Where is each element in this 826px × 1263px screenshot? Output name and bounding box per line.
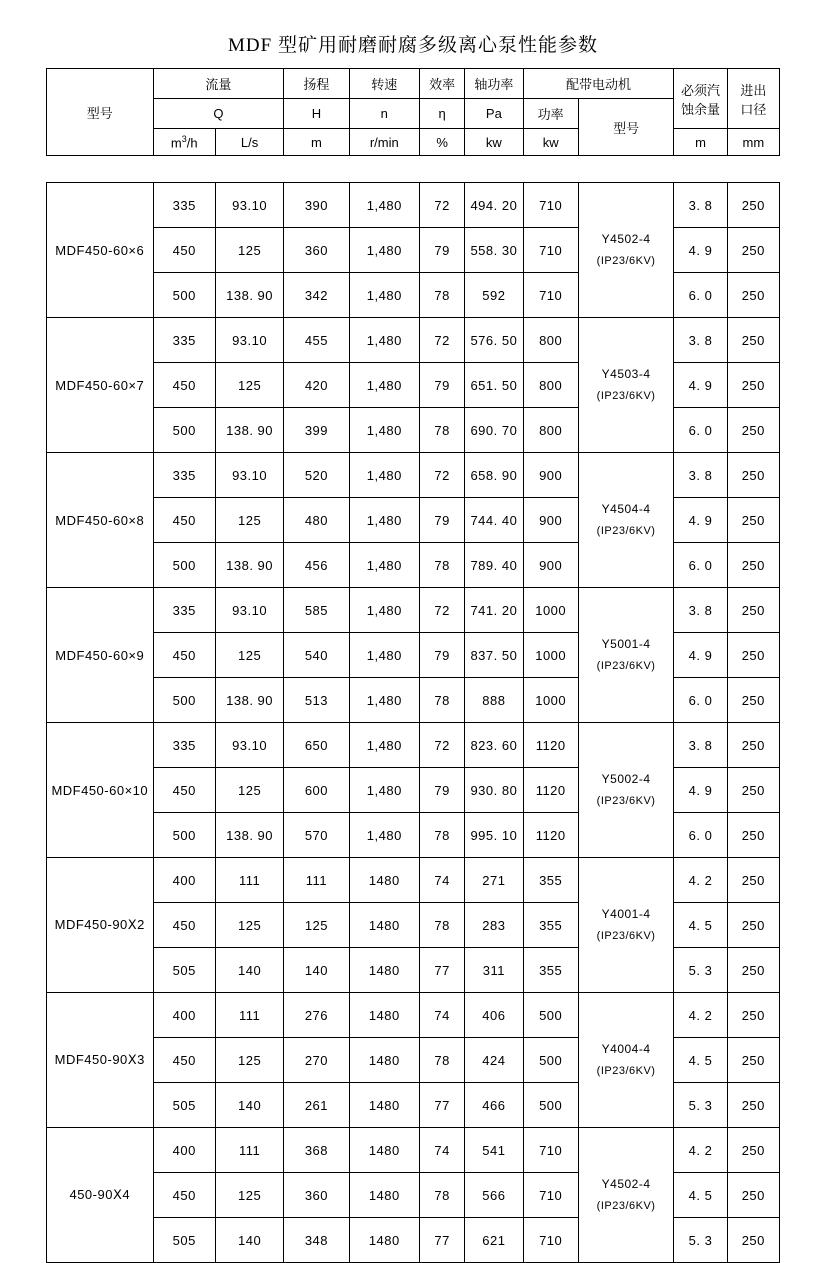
cell-speed: 1480	[349, 1218, 419, 1263]
cell-motor-power: 710	[523, 1173, 578, 1218]
motor-model-spec: (IP23/6KV)	[596, 389, 656, 402]
cell-speed: 1,480	[349, 723, 419, 768]
cell-model: MDF450-90Ⅹ2	[47, 858, 154, 993]
cell-bore: 250	[727, 768, 779, 813]
cell-efficiency: 79	[419, 363, 464, 408]
cell-npsh: 3. 8	[674, 723, 727, 768]
motor-model-name: Y4502-4	[601, 232, 651, 247]
cell-flow-ls: 125	[215, 1038, 283, 1083]
header-efficiency: 效率	[419, 69, 464, 99]
cell-efficiency: 72	[419, 318, 464, 363]
cell-head: 480	[284, 498, 349, 543]
cell-flow-m3h: 500	[153, 678, 215, 723]
cell-shaft-power: 566	[465, 1173, 523, 1218]
cell-npsh: 6. 0	[674, 273, 727, 318]
cell-efficiency: 79	[419, 498, 464, 543]
cell-motor-power: 500	[523, 1038, 578, 1083]
cell-shaft-power: 424	[465, 1038, 523, 1083]
cell-shaft-power: 558. 30	[465, 228, 523, 273]
cell-motor-power: 710	[523, 1218, 578, 1263]
cell-motor-model	[578, 453, 674, 588]
cell-efficiency: 79	[419, 228, 464, 273]
table-row	[47, 723, 780, 768]
cell-model: MDF450-60×8	[47, 453, 154, 588]
cell-flow-m3h: 500	[153, 273, 215, 318]
header-bore-unit: mm	[727, 129, 779, 156]
header-npsh	[674, 69, 727, 129]
cell-speed: 1480	[349, 1173, 419, 1218]
table-row	[47, 1128, 780, 1173]
cell-motor-model	[578, 723, 674, 858]
cell-motor-power: 355	[523, 948, 578, 993]
cell-motor-model	[578, 318, 674, 453]
cell-head: 455	[284, 318, 349, 363]
header-flow: 流量	[153, 69, 284, 99]
cell-flow-ls: 138. 90	[215, 813, 283, 858]
cell-flow-m3h: 335	[153, 318, 215, 363]
cell-bore: 250	[727, 993, 779, 1038]
header-head-symbol: H	[284, 99, 349, 129]
cell-npsh: 4. 9	[674, 363, 727, 408]
cell-motor-power: 900	[523, 453, 578, 498]
cell-head: 456	[284, 543, 349, 588]
cell-speed: 1,480	[349, 408, 419, 453]
cell-bore: 250	[727, 318, 779, 363]
cell-efficiency: 74	[419, 1128, 464, 1173]
cell-npsh: 6. 0	[674, 543, 727, 588]
cell-speed: 1,480	[349, 768, 419, 813]
cell-shaft-power: 651. 50	[465, 363, 523, 408]
cell-speed: 1480	[349, 1128, 419, 1173]
cell-head: 390	[284, 183, 349, 228]
header-speed-unit: r/min	[349, 129, 419, 156]
cell-shaft-power: 658. 90	[465, 453, 523, 498]
motor-model-name: Y4502-4	[601, 1177, 651, 1192]
motor-model-spec: (IP23/6KV)	[596, 1064, 656, 1077]
cell-efficiency: 79	[419, 768, 464, 813]
header-flow-unit-m3h	[153, 129, 215, 156]
cell-speed: 1480	[349, 1083, 419, 1128]
cell-npsh: 5. 3	[674, 948, 727, 993]
cell-flow-ls: 138. 90	[215, 273, 283, 318]
cell-efficiency: 77	[419, 948, 464, 993]
header-model: 型号	[47, 69, 154, 156]
cell-shaft-power: 823. 60	[465, 723, 523, 768]
cell-motor-model	[578, 183, 674, 318]
cell-speed: 1,480	[349, 543, 419, 588]
cell-head: 276	[284, 993, 349, 1038]
cell-flow-m3h: 505	[153, 1083, 215, 1128]
cell-flow-m3h: 450	[153, 1038, 215, 1083]
cell-efficiency: 78	[419, 1038, 464, 1083]
cell-efficiency: 78	[419, 678, 464, 723]
table-row	[47, 453, 780, 498]
cell-bore: 250	[727, 633, 779, 678]
cell-npsh: 5. 3	[674, 1083, 727, 1128]
cell-bore: 250	[727, 183, 779, 228]
cell-motor-power: 1000	[523, 633, 578, 678]
cell-bore: 250	[727, 1128, 779, 1173]
cell-efficiency: 78	[419, 543, 464, 588]
cell-npsh: 4. 5	[674, 903, 727, 948]
cell-npsh: 3. 8	[674, 453, 727, 498]
cell-flow-m3h: 400	[153, 993, 215, 1038]
cell-bore: 250	[727, 903, 779, 948]
cell-bore: 250	[727, 543, 779, 588]
cell-npsh: 4. 2	[674, 1128, 727, 1173]
cell-efficiency: 78	[419, 903, 464, 948]
header-efficiency-unit: %	[419, 129, 464, 156]
cell-bore: 250	[727, 948, 779, 993]
cell-flow-m3h: 450	[153, 768, 215, 813]
cell-head: 261	[284, 1083, 349, 1128]
cell-bore: 250	[727, 408, 779, 453]
cell-flow-m3h: 500	[153, 543, 215, 588]
motor-model-name: Y4503-4	[601, 367, 651, 382]
table-row	[47, 183, 780, 228]
cell-motor-power: 1000	[523, 678, 578, 723]
cell-bore: 250	[727, 858, 779, 903]
table-row	[47, 318, 780, 363]
cell-bore: 250	[727, 1038, 779, 1083]
header-flow-unit-ls: L/s	[215, 129, 283, 156]
cell-flow-ls: 138. 90	[215, 408, 283, 453]
cell-head: 585	[284, 588, 349, 633]
cell-npsh: 3. 8	[674, 318, 727, 363]
cell-model: MDF450-60×6	[47, 183, 154, 318]
cell-motor-power: 500	[523, 993, 578, 1038]
cell-speed: 1,480	[349, 588, 419, 633]
header-bore-line1: 进出	[740, 82, 767, 98]
header-head: 扬程	[284, 69, 349, 99]
unit-per-h: /h	[186, 135, 198, 151]
header-motor-power-unit: kw	[523, 129, 578, 156]
cell-flow-m3h: 400	[153, 858, 215, 903]
cell-efficiency: 72	[419, 183, 464, 228]
cell-flow-ls: 125	[215, 903, 283, 948]
cell-shaft-power: 995. 10	[465, 813, 523, 858]
cell-speed: 1,480	[349, 273, 419, 318]
cell-shaft-power: 541	[465, 1128, 523, 1173]
cell-motor-power: 355	[523, 903, 578, 948]
cell-npsh: 3. 8	[674, 588, 727, 633]
header-motor-model: 型号	[578, 99, 674, 156]
unit-m: m	[170, 135, 182, 151]
cell-bore: 250	[727, 273, 779, 318]
cell-motor-power: 710	[523, 183, 578, 228]
cell-model: MDF450-90Ⅹ3	[47, 993, 154, 1128]
cell-npsh: 6. 0	[674, 408, 727, 453]
cell-shaft-power: 741. 20	[465, 588, 523, 633]
cell-flow-ls: 93.10	[215, 453, 283, 498]
header-npsh-unit: m	[674, 129, 727, 156]
motor-model-spec: (IP23/6KV)	[596, 1199, 656, 1212]
cell-flow-ls: 111	[215, 1128, 283, 1173]
cell-model: MDF450-60×10	[47, 723, 154, 858]
cell-speed: 1,480	[349, 183, 419, 228]
cell-head: 570	[284, 813, 349, 858]
header-efficiency-symbol: η	[419, 99, 464, 129]
page-title: MDF 型矿用耐磨耐腐多级离心泵性能参数	[228, 35, 598, 56]
cell-motor-model	[578, 1128, 674, 1263]
cell-head: 360	[284, 228, 349, 273]
header-bore	[727, 69, 779, 129]
header-shaft-power-unit: kw	[465, 129, 523, 156]
cell-flow-ls: 93.10	[215, 588, 283, 633]
cell-npsh: 4. 5	[674, 1038, 727, 1083]
motor-model-name: Y4001-4	[601, 907, 651, 922]
cell-npsh: 4. 5	[674, 1173, 727, 1218]
cell-flow-m3h: 335	[153, 588, 215, 633]
cell-flow-ls: 93.10	[215, 723, 283, 768]
cell-motor-power: 800	[523, 318, 578, 363]
cell-shaft-power: 494. 20	[465, 183, 523, 228]
cell-flow-ls: 125	[215, 363, 283, 408]
cell-motor-power: 900	[523, 498, 578, 543]
cell-bore: 250	[727, 228, 779, 273]
cell-head: 270	[284, 1038, 349, 1083]
cell-speed: 1480	[349, 993, 419, 1038]
cell-shaft-power: 271	[465, 858, 523, 903]
cell-head: 399	[284, 408, 349, 453]
cell-flow-m3h: 450	[153, 1173, 215, 1218]
cell-model: 450-90Ⅹ4	[47, 1128, 154, 1263]
cell-speed: 1,480	[349, 363, 419, 408]
cell-efficiency: 78	[419, 1173, 464, 1218]
cell-bore: 250	[727, 1218, 779, 1263]
cell-efficiency: 74	[419, 858, 464, 903]
cell-flow-ls: 140	[215, 1083, 283, 1128]
cell-motor-model	[578, 588, 674, 723]
header-npsh-line2: 蚀余量	[680, 101, 720, 117]
cell-npsh: 6. 0	[674, 813, 727, 858]
cell-head: 420	[284, 363, 349, 408]
cell-motor-model	[578, 858, 674, 993]
cell-flow-m3h: 500	[153, 408, 215, 453]
cell-head: 520	[284, 453, 349, 498]
cell-npsh: 4. 9	[674, 633, 727, 678]
cell-bore: 250	[727, 1083, 779, 1128]
cell-head: 360	[284, 1173, 349, 1218]
cell-head: 513	[284, 678, 349, 723]
cell-npsh: 5. 3	[674, 1218, 727, 1263]
cell-motor-power: 710	[523, 228, 578, 273]
unit-sup: 3	[181, 133, 187, 144]
cell-shaft-power: 592	[465, 273, 523, 318]
cell-motor-power: 800	[523, 363, 578, 408]
cell-speed: 1,480	[349, 498, 419, 543]
cell-flow-ls: 111	[215, 858, 283, 903]
header-flow-symbol: Q	[153, 99, 284, 129]
cell-flow-ls: 138. 90	[215, 678, 283, 723]
cell-flow-m3h: 450	[153, 498, 215, 543]
motor-model-spec: (IP23/6KV)	[596, 929, 656, 942]
cell-efficiency: 72	[419, 588, 464, 633]
header-speed-symbol: n	[349, 99, 419, 129]
cell-npsh: 4. 2	[674, 993, 727, 1038]
cell-flow-m3h: 500	[153, 813, 215, 858]
cell-head: 140	[284, 948, 349, 993]
cell-shaft-power: 621	[465, 1218, 523, 1263]
cell-efficiency: 77	[419, 1218, 464, 1263]
cell-flow-m3h: 450	[153, 903, 215, 948]
cell-efficiency: 78	[419, 813, 464, 858]
cell-npsh: 6. 0	[674, 678, 727, 723]
cell-shaft-power: 690. 70	[465, 408, 523, 453]
cell-flow-m3h: 335	[153, 723, 215, 768]
cell-bore: 250	[727, 453, 779, 498]
cell-bore: 250	[727, 723, 779, 768]
table-row	[47, 588, 780, 633]
cell-flow-m3h: 335	[153, 453, 215, 498]
cell-motor-power: 710	[523, 1128, 578, 1173]
cell-flow-m3h: 505	[153, 948, 215, 993]
motor-model-name: Y5002-4	[601, 772, 651, 787]
motor-model-spec: (IP23/6KV)	[596, 254, 656, 267]
cell-npsh: 4. 9	[674, 228, 727, 273]
cell-flow-m3h: 450	[153, 633, 215, 678]
motor-model-name: Y5001-4	[601, 637, 651, 652]
cell-model: MDF450-60×9	[47, 588, 154, 723]
cell-bore: 250	[727, 498, 779, 543]
cell-head: 600	[284, 768, 349, 813]
cell-shaft-power: 930. 80	[465, 768, 523, 813]
header-body-gap	[46, 156, 780, 182]
cell-shaft-power: 576. 50	[465, 318, 523, 363]
cell-shaft-power: 283	[465, 903, 523, 948]
cell-head: 348	[284, 1218, 349, 1263]
cell-shaft-power: 744. 40	[465, 498, 523, 543]
cell-flow-ls: 125	[215, 498, 283, 543]
cell-speed: 1,480	[349, 633, 419, 678]
motor-model-name: Y4504-4	[601, 502, 651, 517]
cell-motor-power: 710	[523, 273, 578, 318]
cell-efficiency: 74	[419, 993, 464, 1038]
cell-motor-power: 500	[523, 1083, 578, 1128]
cell-speed: 1,480	[349, 453, 419, 498]
cell-motor-model	[578, 993, 674, 1128]
header-head-unit: m	[284, 129, 349, 156]
cell-flow-m3h: 505	[153, 1218, 215, 1263]
cell-flow-ls: 125	[215, 768, 283, 813]
cell-npsh: 4. 2	[674, 858, 727, 903]
cell-head: 111	[284, 858, 349, 903]
cell-motor-power: 900	[523, 543, 578, 588]
cell-efficiency: 72	[419, 723, 464, 768]
cell-speed: 1480	[349, 858, 419, 903]
cell-motor-power: 1120	[523, 813, 578, 858]
cell-bore: 250	[727, 678, 779, 723]
cell-head: 650	[284, 723, 349, 768]
header-shaft-power-symbol: Pa	[465, 99, 523, 129]
header-motor-power: 功率	[523, 99, 578, 129]
table-row	[47, 858, 780, 903]
cell-motor-power: 800	[523, 408, 578, 453]
cell-flow-ls: 93.10	[215, 183, 283, 228]
cell-flow-ls: 140	[215, 1218, 283, 1263]
cell-efficiency: 78	[419, 273, 464, 318]
cell-efficiency: 79	[419, 633, 464, 678]
cell-bore: 250	[727, 363, 779, 408]
cell-head: 125	[284, 903, 349, 948]
cell-motor-power: 1000	[523, 588, 578, 633]
cell-motor-power: 1120	[523, 768, 578, 813]
table-body	[46, 182, 780, 1263]
cell-motor-power: 355	[523, 858, 578, 903]
table-header	[46, 68, 780, 156]
motor-model-spec: (IP23/6KV)	[596, 524, 656, 537]
header-shaft-power: 轴功率	[465, 69, 523, 99]
cell-shaft-power: 837. 50	[465, 633, 523, 678]
cell-flow-ls: 93.10	[215, 318, 283, 363]
cell-speed: 1480	[349, 1038, 419, 1083]
table-row	[47, 993, 780, 1038]
header-bore-line2: 口径	[740, 101, 767, 117]
cell-bore: 250	[727, 813, 779, 858]
cell-bore: 250	[727, 1173, 779, 1218]
cell-shaft-power: 789. 40	[465, 543, 523, 588]
cell-head: 342	[284, 273, 349, 318]
cell-shaft-power: 466	[465, 1083, 523, 1128]
cell-flow-ls: 125	[215, 1173, 283, 1218]
motor-model-spec: (IP23/6KV)	[596, 794, 656, 807]
cell-speed: 1480	[349, 903, 419, 948]
cell-speed: 1,480	[349, 228, 419, 273]
cell-flow-ls: 125	[215, 228, 283, 273]
cell-shaft-power: 311	[465, 948, 523, 993]
header-motor: 配带电动机	[523, 69, 674, 99]
cell-npsh: 3. 8	[674, 183, 727, 228]
cell-flow-ls: 125	[215, 633, 283, 678]
cell-flow-m3h: 450	[153, 363, 215, 408]
cell-speed: 1480	[349, 948, 419, 993]
cell-flow-m3h: 450	[153, 228, 215, 273]
cell-efficiency: 72	[419, 453, 464, 498]
cell-model: MDF450-60×7	[47, 318, 154, 453]
motor-model-name: Y4004-4	[601, 1042, 651, 1057]
motor-model-spec: (IP23/6KV)	[596, 659, 656, 672]
cell-head: 540	[284, 633, 349, 678]
cell-flow-m3h: 335	[153, 183, 215, 228]
cell-flow-ls: 138. 90	[215, 543, 283, 588]
header-npsh-line1: 必须汽	[680, 82, 720, 98]
cell-bore: 250	[727, 588, 779, 633]
cell-flow-m3h: 400	[153, 1128, 215, 1173]
cell-flow-ls: 111	[215, 993, 283, 1038]
cell-flow-ls: 140	[215, 948, 283, 993]
cell-head: 368	[284, 1128, 349, 1173]
cell-efficiency: 77	[419, 1083, 464, 1128]
cell-speed: 1,480	[349, 318, 419, 363]
cell-shaft-power: 888	[465, 678, 523, 723]
cell-shaft-power: 406	[465, 993, 523, 1038]
header-speed: 转速	[349, 69, 419, 99]
cell-speed: 1,480	[349, 813, 419, 858]
cell-npsh: 4. 9	[674, 768, 727, 813]
cell-speed: 1,480	[349, 678, 419, 723]
cell-efficiency: 78	[419, 408, 464, 453]
cell-npsh: 4. 9	[674, 498, 727, 543]
cell-motor-power: 1120	[523, 723, 578, 768]
